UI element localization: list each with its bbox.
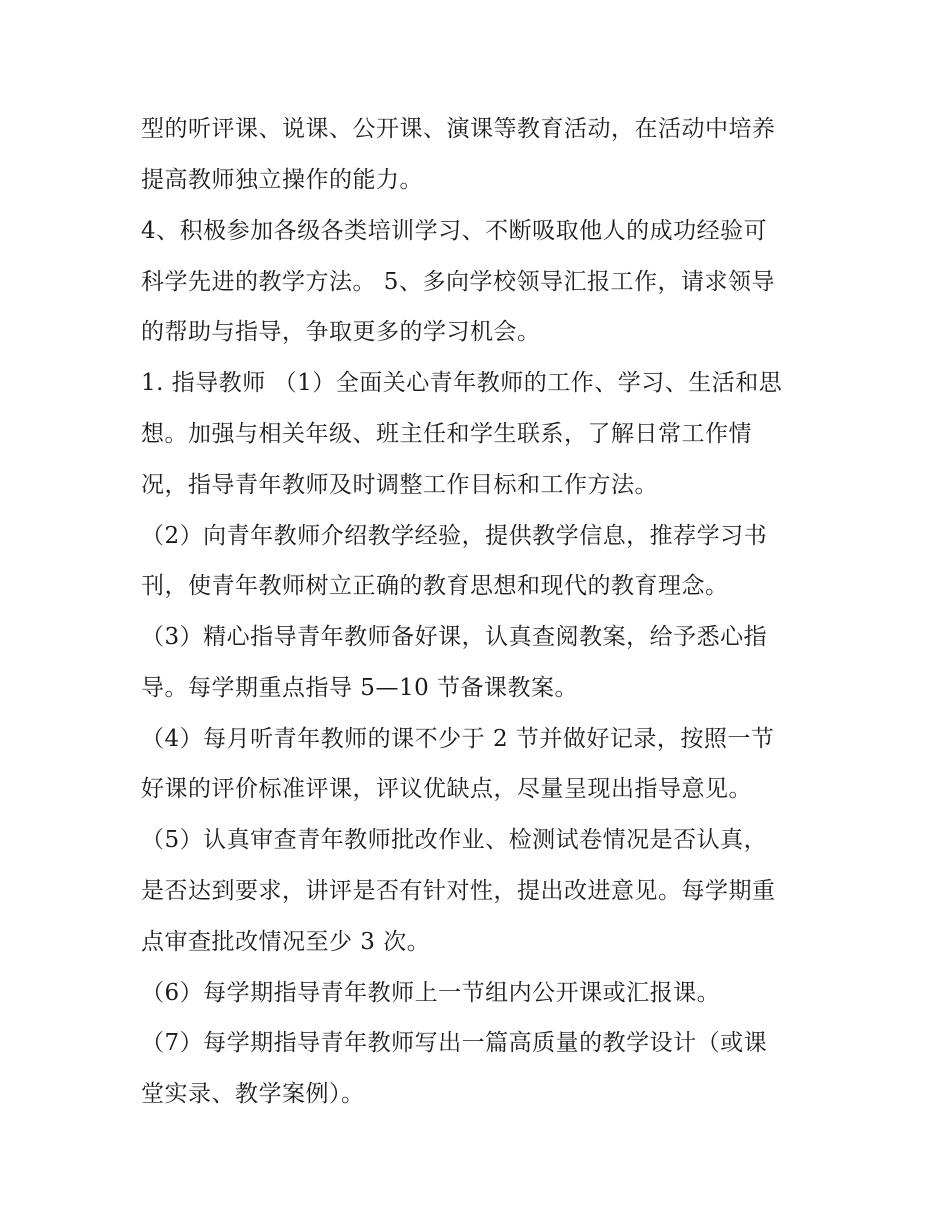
text-line: （2）向青年教师介绍教学经验，提供教学信息，推荐学习书 xyxy=(141,523,768,549)
text-line: （5）认真审查青年教师批改作业、检测试卷情况是否认真， xyxy=(141,827,768,853)
text-line: （6）每学期指导青年教师上一节组内公开课或汇报课。 xyxy=(141,980,721,1006)
text-line: （3）精心指导青年教师备好课，认真查阅教案，给予悉心指 xyxy=(141,624,768,650)
text-line: 的帮助与指导，争取更多的学习机会。 xyxy=(141,319,541,345)
text-line: 科学先进的教学方法。 5、多向学校领导汇报工作，请求领导 xyxy=(141,269,775,295)
text-line: （7）每学期指导青年教师写出一篇高质量的教学设计（或课 xyxy=(141,1030,768,1056)
text-line: 况，指导青年教师及时调整工作目标和工作方法。 xyxy=(141,472,658,498)
text-line: 型的听评课、说课、公开课、演课等教育活动，在活动中培养 xyxy=(141,116,776,142)
text-line: 导。每学期重点指导 5—10 节备课教案。 xyxy=(141,675,579,701)
text-line: 堂实录、教学案例）。 xyxy=(141,1081,365,1107)
text-line: 1. 指导教师 （1）全面关心青年教师的工作、学习、生活和思 xyxy=(141,370,783,396)
text-line: 刊，使青年教师树立正确的教育思想和现代的教育理念。 xyxy=(141,573,729,599)
text-line: 好课的评价标准评课，评议优缺点，尽量呈现出指导意见。 xyxy=(141,776,752,802)
text-line: 点审查批改情况至少 3 次。 xyxy=(141,929,431,955)
text-line: 提高教师独立操作的能力。 xyxy=(141,167,423,193)
text-line: 想。加强与相关年级、班主任和学生联系，了解日常工作情 xyxy=(141,421,752,447)
text-line: 是否达到要求，讲评是否有针对性，提出改进意见。每学期重 xyxy=(141,878,776,904)
text-line: （4）每月听青年教师的课不少于 2 节并做好记录，按照一节 xyxy=(141,726,775,752)
text-line: 4、积极参加各级各类培训学习、不断吸取他人的成功经验可 xyxy=(141,218,768,244)
